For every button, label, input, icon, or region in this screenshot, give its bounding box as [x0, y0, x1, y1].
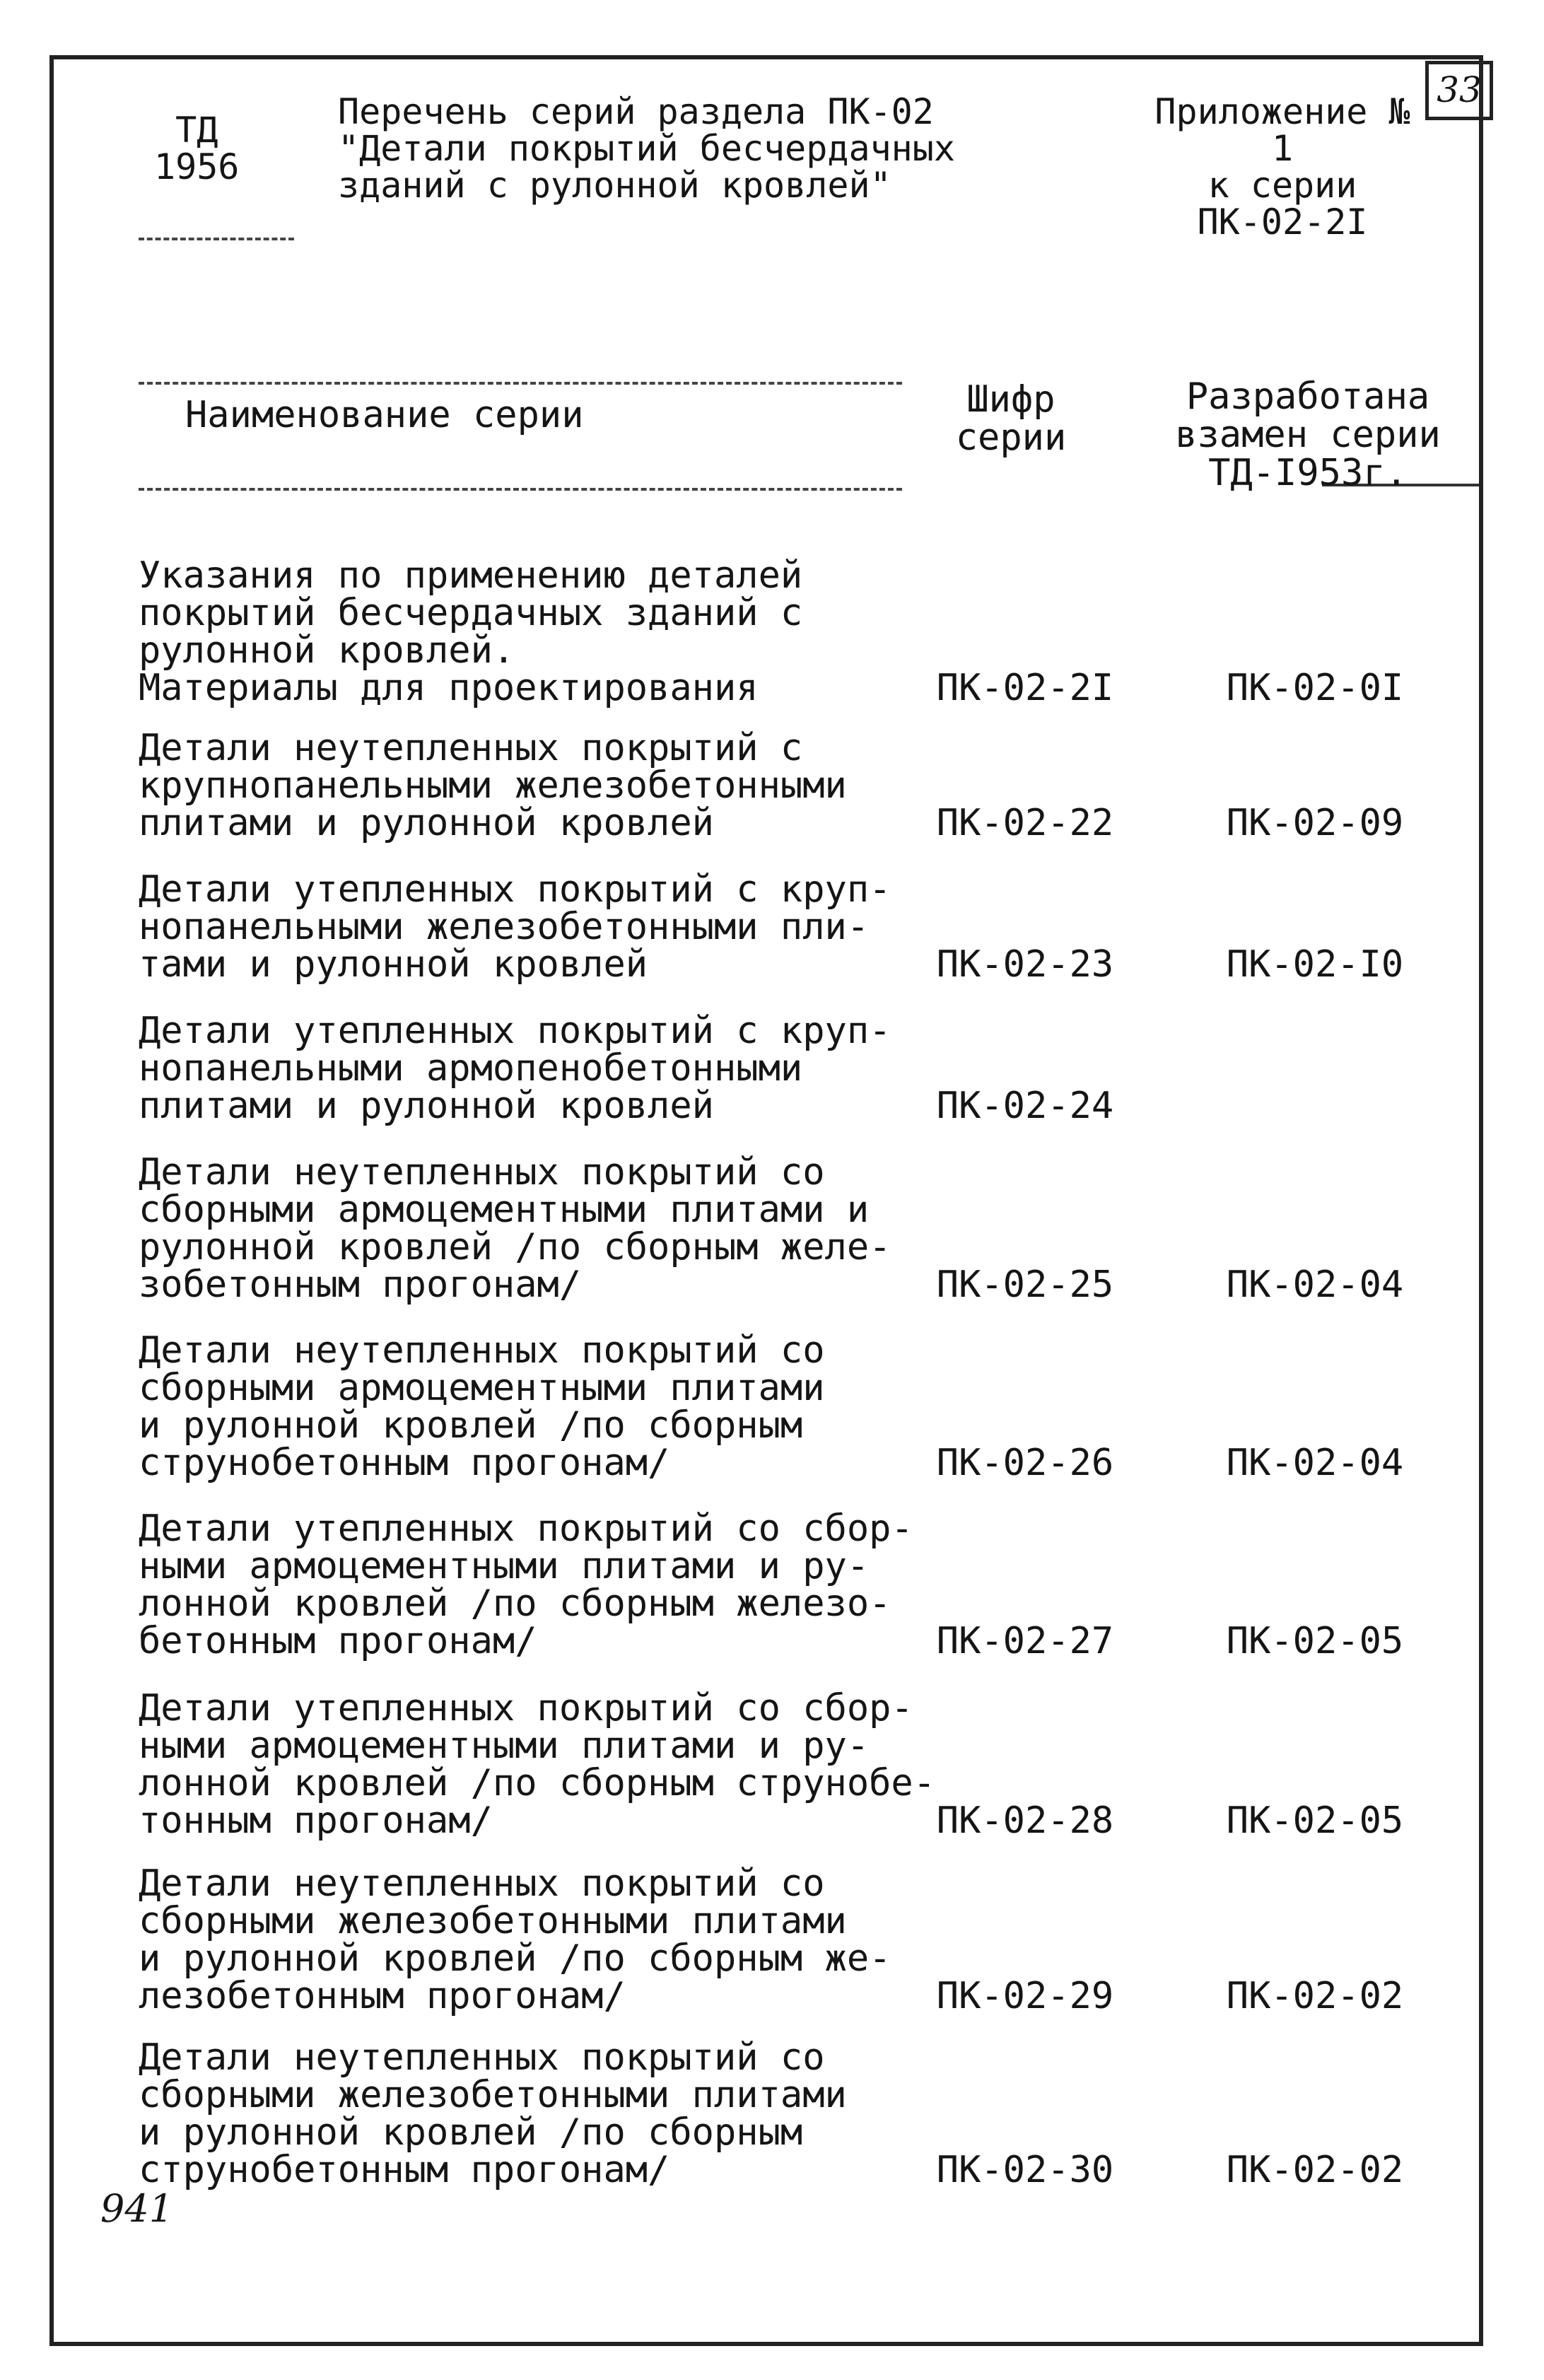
header-title — [338, 93, 1045, 204]
series-name-line: Детали неутепленных покрытий со — [139, 1329, 825, 1372]
series-name-line: плитами и рулонной кровлей — [139, 1085, 714, 1127]
replaced-series: ПК-02-02 — [1226, 2149, 1404, 2191]
series-code: ПК-02-28 — [936, 1799, 1114, 1842]
sheet-number: 33 — [1425, 61, 1493, 120]
series-name-line: крупнопанельными железобетонными — [139, 764, 847, 807]
series-name-line: рулонной кровлей /по сборным желе- — [139, 1226, 891, 1268]
header-right-line: ПК-02-2I — [1197, 202, 1368, 243]
header-left-line: ТД — [175, 110, 218, 151]
replaced-series: ПК-02-05 — [1226, 1799, 1404, 1842]
column-header-replaced-line: Разработана — [1186, 375, 1430, 418]
series-name-line: Материалы для проектирования — [139, 667, 759, 709]
column-header-code — [919, 380, 1103, 457]
series-name-line: струнобетонным прогонам/ — [139, 2149, 670, 2191]
series-name — [139, 1010, 944, 1127]
header-right — [1134, 91, 1431, 243]
column-header-code-line: серии — [955, 416, 1067, 459]
series-name-line: струнобетонным прогонам/ — [139, 1442, 670, 1484]
table-top-rule — [139, 382, 902, 385]
series-name — [139, 1687, 944, 1842]
series-name-line: нопанельными железобетонными пли- — [139, 906, 870, 948]
column-header-code-line: Шифр — [966, 378, 1055, 421]
series-name-line: Детали неутепленных покрытий со — [139, 2036, 825, 2079]
series-name-line: Детали неутепленных покрытий с — [139, 727, 803, 769]
series-name-line: тами и рулонной кровлей — [139, 943, 648, 986]
series-name-line: Детали неутепленных покрытий со — [139, 1151, 825, 1194]
series-name-line: зобетонным прогонам/ — [139, 1264, 582, 1306]
series-name-line: рулонной кровлей. — [139, 629, 515, 672]
column-header-replaced-line: ТД-I953г. — [1208, 452, 1408, 494]
series-code: ПК-02-22 — [936, 802, 1114, 844]
series-code: ПК-02-2I — [936, 667, 1114, 709]
series-name — [139, 868, 944, 986]
series-name-line: лонной кровлей /по сборным железо- — [139, 1582, 891, 1625]
column-header-name: Наименование серии — [185, 394, 584, 436]
series-name-line: ными армоцементными плитами и ру- — [139, 1545, 870, 1587]
series-name-line: сборными железобетонными плитами — [139, 1900, 847, 1942]
replaced-series: ПК-02-05 — [1226, 1620, 1404, 1662]
column-header-replaced — [1159, 375, 1456, 494]
series-name-line: Детали утепленных покрытий со сбор- — [139, 1507, 913, 1550]
header-title-line: зданий с рулонной кровлей" — [338, 165, 891, 206]
series-name — [139, 1151, 944, 1306]
series-name-line: Указания по применению деталей — [139, 554, 803, 597]
series-name — [139, 2036, 944, 2191]
series-name-line: тонным прогонам/ — [139, 1799, 493, 1842]
series-name — [139, 1507, 944, 1662]
replaced-series: ПК-02-04 — [1226, 1442, 1404, 1484]
series-name-line: и рулонной кровлей /по сборным — [139, 2111, 803, 2154]
series-name-line: сборными армоцементными плитами и — [139, 1189, 870, 1231]
header-left — [154, 112, 239, 185]
replaced-series: ПК-02-0I — [1226, 667, 1404, 709]
series-name-line: покрытий бесчердачных зданий с — [139, 592, 803, 634]
series-name-line: лонной кровлей /по сборным струнобе- — [139, 1762, 936, 1804]
replaced-series: ПК-02-I0 — [1226, 943, 1404, 986]
series-name-line: Детали утепленных покрытий с круп- — [139, 1010, 891, 1052]
series-name — [139, 1329, 944, 1484]
series-name-line: Детали утепленных покрытий со сбор- — [139, 1687, 913, 1729]
series-name-line: Детали утепленных покрытий с круп- — [139, 868, 891, 911]
header-divider — [139, 238, 294, 240]
column-header-replaced-line: взамен серии — [1175, 414, 1441, 456]
series-name-line: сборными армоцементными плитами — [139, 1367, 825, 1409]
series-name — [139, 1862, 944, 2017]
replaced-series: ПК-02-04 — [1226, 1264, 1404, 1306]
series-code: ПК-02-23 — [936, 943, 1114, 986]
header-right-line: к серии — [1207, 165, 1357, 206]
series-name-line: плитами и рулонной кровлей — [139, 802, 714, 844]
series-name-line: нопанельными армопенобетонными — [139, 1047, 803, 1090]
replaced-series: ПК-02-02 — [1226, 1975, 1404, 2017]
series-code: ПК-02-26 — [936, 1442, 1114, 1484]
series-name-line: бетонным прогонам/ — [139, 1620, 537, 1662]
header-right-line: Приложение № 1 — [1154, 91, 1410, 169]
series-name-line: лезобетонным прогонам/ — [139, 1975, 626, 2017]
series-code: ПК-02-30 — [936, 2149, 1114, 2191]
series-name-line: Детали неутепленных покрытий со — [139, 1862, 825, 1905]
replaced-series: ПК-02-09 — [1226, 802, 1404, 844]
header-left-line: 1956 — [154, 146, 240, 187]
series-name-line: и рулонной кровлей /по сборным же- — [139, 1937, 891, 1980]
series-name-line: и рулонной кровлей /по сборным — [139, 1404, 803, 1447]
series-name — [139, 727, 944, 844]
table-header-rule — [139, 488, 902, 491]
series-code: ПК-02-25 — [936, 1264, 1114, 1306]
header-title-line: "Детали покрытий бесчердачных — [338, 128, 955, 169]
series-code: ПК-02-27 — [936, 1620, 1114, 1662]
series-name — [139, 554, 944, 709]
series-code: ПК-02-29 — [936, 1975, 1114, 2017]
series-code: ПК-02-24 — [936, 1085, 1114, 1127]
series-name-line: сборными железобетонными плитами — [139, 2074, 847, 2116]
header-title-line: Перечень серий раздела ПК-02 — [338, 91, 934, 132]
series-name-line: ными армоцементными плитами и ру- — [139, 1725, 870, 1767]
page-note: 941 — [100, 2186, 174, 2231]
